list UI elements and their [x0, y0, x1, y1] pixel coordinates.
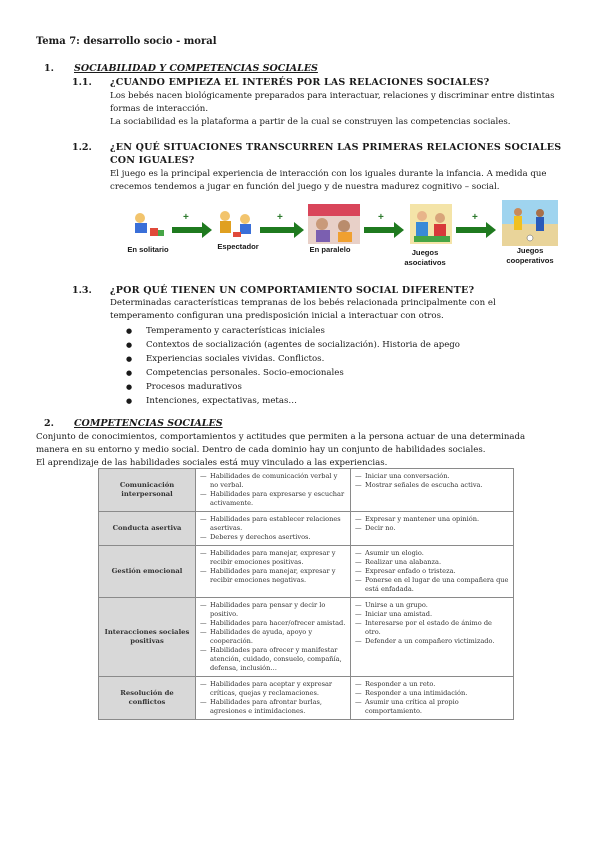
example-item: — Asumir un elogio.: [355, 549, 509, 558]
table-cell-category: Interacciones sociales positivas: [99, 598, 196, 677]
section-2-heading: COMPETENCIAS SOCIALES: [74, 418, 223, 429]
table-cell-examples: [351, 512, 514, 546]
stage-label-parallel: En paralelo: [309, 245, 351, 254]
table-row: [99, 598, 514, 677]
cooperative-play-image: [502, 200, 558, 246]
heading-line: CON IGUALES?: [110, 155, 195, 166]
example-item: — Asumir una crítica al propio comportamiento.: [355, 698, 509, 716]
example-item: — Decir no.: [355, 524, 509, 533]
table-row: [99, 677, 514, 720]
list-item: ● Competencias personales. Socio-emocionales: [126, 366, 566, 380]
parallel-play-image: [308, 204, 360, 244]
arrow-right-icon: [172, 222, 212, 238]
stage-label-associative: Juegos asociativos: [404, 248, 446, 267]
plus-sign: +: [183, 212, 189, 223]
spectator-play-image: [220, 211, 251, 237]
factors-list: [126, 324, 566, 408]
skill-item: — Habilidades para aceptar y expresar críticas, quejas y reclamaciones.: [200, 680, 346, 698]
skill-item: — Habilidades de ayuda, apoyo y cooperación.: [200, 628, 346, 646]
text-line: temperamento configuran una predisposición inicial a interactuar con otros.: [110, 311, 444, 321]
associative-play-image: [410, 204, 452, 244]
example-item: — Responder a una intimidación.: [355, 689, 509, 698]
table-cell-examples: [351, 546, 514, 598]
example-item: — Iniciar una conversación.: [355, 472, 509, 481]
section-1-number: 1.: [44, 63, 54, 74]
table-cell-category: Resolución de conflictos: [99, 677, 196, 720]
example-item: — Iniciar una amistad.: [355, 610, 509, 619]
skill-item: — Habilidades para manejar, expresar y recibir emociones positivas.: [200, 549, 346, 567]
example-item: — Defender a un compañero victimizado.: [355, 637, 509, 646]
plus-sign: +: [277, 212, 283, 223]
list-item: ● Intenciones, expectativas, metas…: [126, 394, 566, 408]
table-row: [99, 512, 514, 546]
text-line: manera en su entorno y medio social. Dentro de cada dominio hay un conjunto de habilidades sociales.: [36, 445, 486, 455]
sub-1-2-number: 1.2.: [72, 142, 92, 153]
list-item: ● Contextos de socialización (agentes de socialización). Historia de apego: [126, 338, 566, 352]
plus-sign: +: [378, 212, 384, 223]
text-line: Determinadas características tempranas de los bebés relacionada principalmente con el: [110, 298, 496, 308]
table-cell-skills: [196, 677, 351, 720]
table-cell-skills: [196, 512, 351, 546]
table-cell-category: Conducta asertiva: [99, 512, 196, 546]
section-2-text: [36, 431, 586, 470]
skill-item: — Habilidades para hacer/ofrecer amistad.: [200, 619, 346, 628]
table-row: [99, 546, 514, 598]
list-item: ● Temperamento y características iniciales: [126, 324, 566, 338]
table-cell-skills: [196, 598, 351, 677]
sub-1-2-heading: [110, 141, 561, 167]
text-line: crecemos tendemos a jugar en función del juego y de nuestra madurez cognitivo – social.: [110, 182, 500, 192]
plus-sign: +: [472, 212, 478, 223]
heading-line: ¿EN QUÉ SITUACIONES TRANSCURREN LAS PRIMERAS RELACIONES SOCIALES: [110, 142, 562, 153]
example-item: — Ponerse en el lugar de una compañera que está enfadada.: [355, 576, 509, 594]
arrow-right-icon: [260, 222, 304, 238]
skill-item: — Deberes y derechos asertivos.: [200, 533, 346, 542]
stage-label-solitary: En solitario: [127, 245, 169, 254]
table-cell-category: Gestión emocional: [99, 546, 196, 598]
skill-item: — Habilidades para pensar y decir lo positivo.: [200, 601, 346, 619]
stage-label-spectator: Espectador: [217, 242, 259, 251]
table-cell-examples: [351, 598, 514, 677]
text-line: formas de interacción.: [110, 104, 209, 114]
skill-item: — Habilidades para expresarse y escuchar activamente.: [200, 490, 346, 508]
sub-1-2-text: [110, 168, 580, 194]
page-title: Tema 7: desarrollo socio - moral: [36, 36, 217, 47]
sub-1-3-heading: ¿POR QUÉ TIENEN UN COMPORTAMIENTO SOCIAL DIFERENTE?: [110, 285, 475, 296]
text-line: Conjunto de conocimientos, comportamientos y actitudes que permiten a la persona actuar de una determinada: [36, 432, 526, 442]
example-item: — Realizar una alabanza.: [355, 558, 509, 567]
sub-1-3-number: 1.3.: [72, 285, 92, 296]
text-line: La sociabilidad es la plataforma a partir de la cual se construyen las competencias sociales.: [110, 117, 511, 127]
skill-item: — Habilidades para establecer relaciones asertivas.: [200, 515, 346, 533]
skill-item: — Habilidades de comunicación verbal y no verbal.: [200, 472, 346, 490]
skill-item: — Habilidades para afrontar burlas, agresiones e intimidaciones.: [200, 698, 346, 716]
section-1-heading: SOCIABILIDAD Y COMPETENCIAS SOCIALES: [74, 63, 318, 74]
list-item: ● Experiencias sociales vividas. Conflictos.: [126, 352, 566, 366]
text-line: Los bebés nacen biológicamente preparados para interactuar, relaciones y discriminar entre distintas: [110, 91, 555, 101]
table-cell-examples: [351, 469, 514, 512]
table-cell-skills: [196, 546, 351, 598]
arrow-right-icon: [456, 222, 496, 238]
stage-label-cooperative: Juegos cooperativos: [506, 246, 554, 265]
list-item: ● Procesos madurativos: [126, 380, 566, 394]
competencies-table: [98, 468, 514, 720]
example-item: — Interesarse por el estado de ánimo de otro.: [355, 619, 509, 637]
skill-item: — Habilidades para manejar, expresar y recibir emociones negativas.: [200, 567, 346, 585]
example-item: — Mostrar señales de escucha activa.: [355, 481, 509, 490]
sub-1-1-heading: ¿CUANDO EMPIEZA EL INTERÉS POR LAS RELACIONES SOCIALES?: [110, 77, 490, 88]
table-cell-examples: [351, 677, 514, 720]
table-cell-category: Comunicación interpersonal: [99, 469, 196, 512]
sub-1-3-text: [110, 297, 580, 323]
example-item: — Responder a un reto.: [355, 680, 509, 689]
example-item: — Unirse a un grupo.: [355, 601, 509, 610]
solitary-play-image: [128, 212, 168, 238]
text-line: El juego es la principal experiencia de interacción con los iguales durante la infancia. A medida que: [110, 169, 547, 179]
example-item: — Expresar enfado o tristeza.: [355, 567, 509, 576]
sub-1-1-text: [110, 90, 580, 129]
sub-1-1-number: 1.1.: [72, 77, 92, 88]
skill-item: — Habilidades para ofrecer y manifestar atención, cuidado, consuelo, compañía, defensa, inclusión…: [200, 646, 346, 673]
text-line: El aprendizaje de las habilidades sociales está muy vinculado a las experiencias.: [36, 458, 388, 468]
table-row: [99, 469, 514, 512]
table-cell-skills: [196, 469, 351, 512]
section-2-number: 2.: [44, 418, 54, 429]
example-item: — Expresar y mantener una opinión.: [355, 515, 509, 524]
arrow-right-icon: [364, 222, 404, 238]
